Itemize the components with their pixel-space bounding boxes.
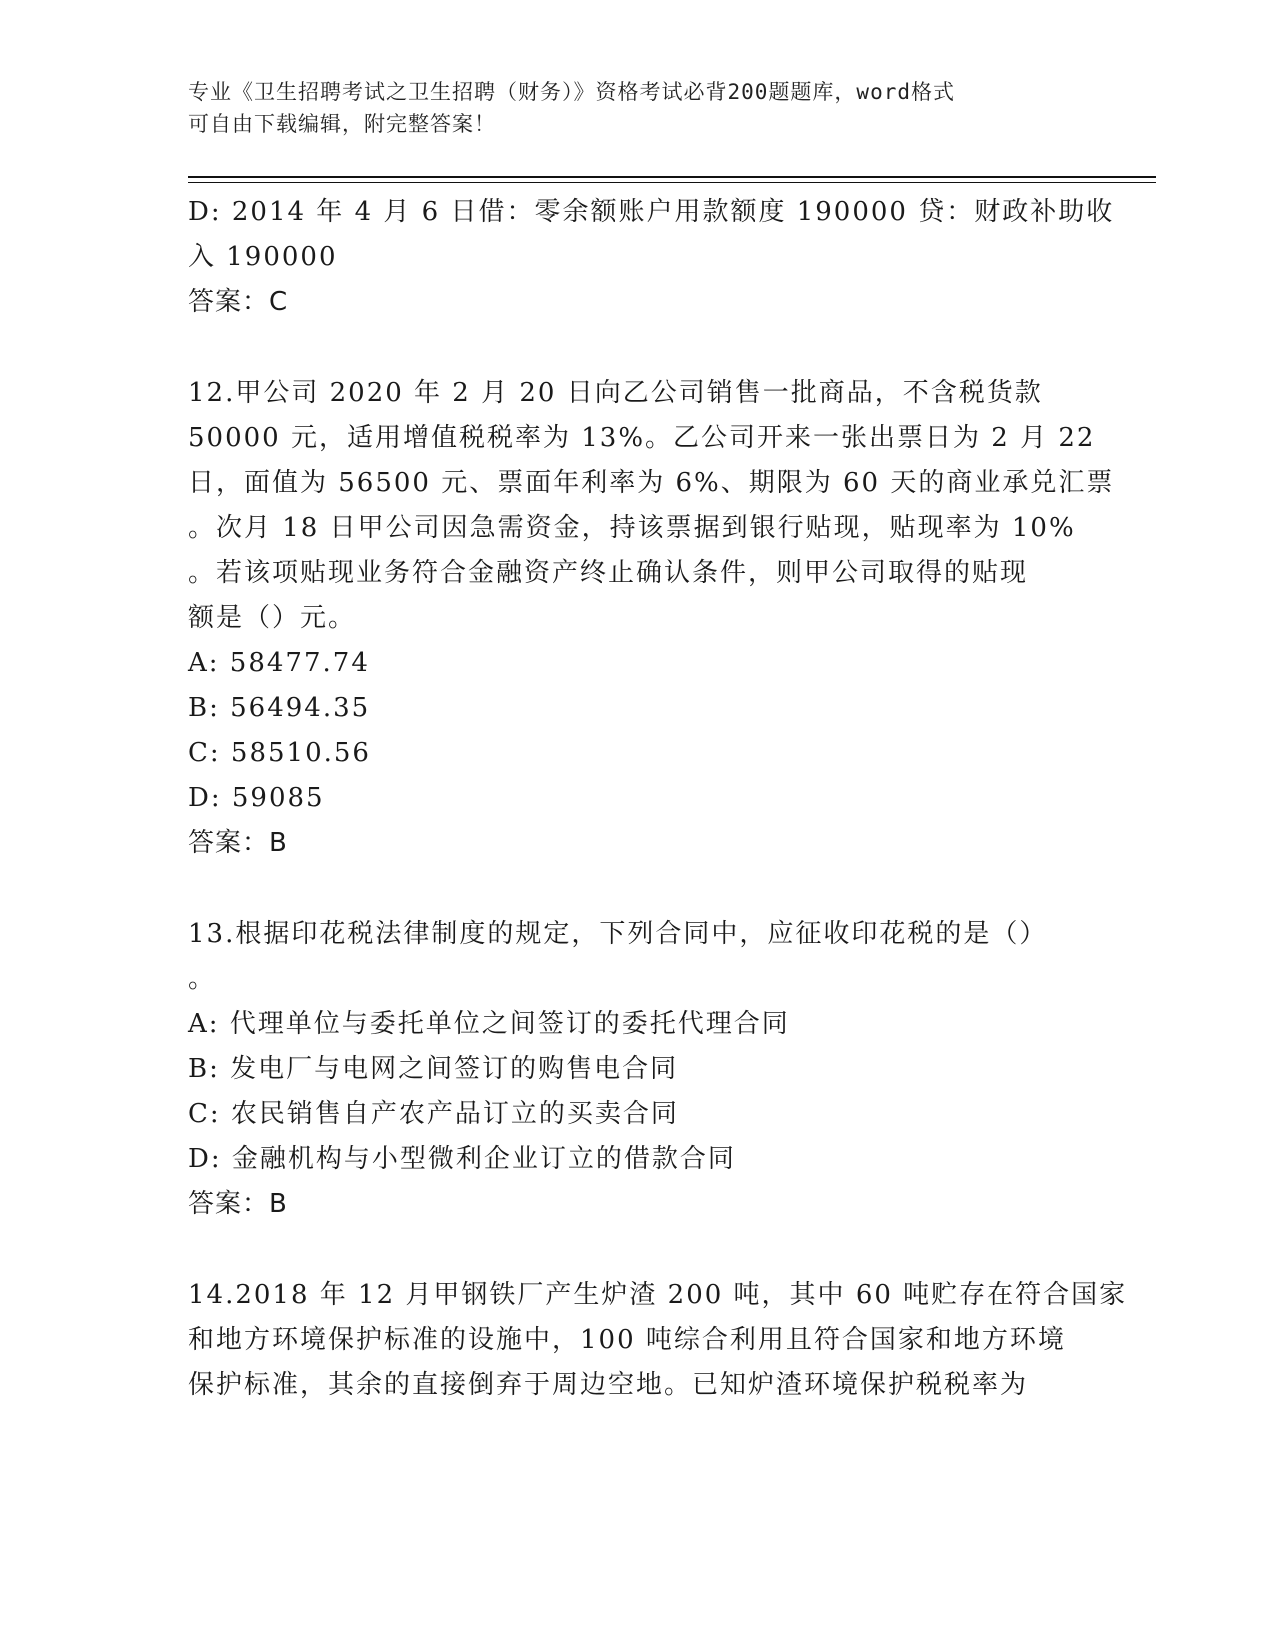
- option-a: A: 代理单位与委托单位之间签订的委托代理合同: [188, 1009, 790, 1039]
- question-stem-line: 。: [188, 964, 217, 994]
- question-stem-line: 。次月 18 日甲公司因急需资金，持该票据到银行贴现，贴现率为 10%: [188, 513, 1076, 543]
- header-title-line-2: 可自由下载编辑，附完整答案！: [188, 112, 496, 136]
- spacer: [188, 866, 1088, 912]
- question-stem-line: 14.2018 年 12 月甲钢铁厂产生炉渣 200 吨，其中 60 吨贮存在符合国家: [188, 1280, 1128, 1310]
- answer-label: 答案：C: [188, 287, 289, 317]
- option-d: D: 金融机构与小型微利企业订立的借款合同: [188, 1144, 736, 1174]
- question-stem-line: 。若该项贴现业务符合金融资产终止确认条件，则甲公司取得的贴现: [188, 558, 1029, 588]
- header-divider-thin: [188, 182, 1156, 183]
- question-stem-line: 50000 元，适用增值税税率为 13%。乙公司开来一张出票日为 2 月 22: [188, 423, 1096, 453]
- question-stem-line: 保护标准，其余的直接倒弃于周边空地。已知炉渣环境保护税税率为: [188, 1370, 1029, 1400]
- option-c: C: 58510.56: [188, 738, 371, 768]
- spacer: [188, 325, 1088, 371]
- question-stem-line: 12.甲公司 2020 年 2 月 20 日向乙公司销售一批商品，不含税货款: [188, 378, 1043, 408]
- question-13: [188, 912, 1088, 1227]
- header-title-line-1: 专业《卫生招聘考试之卫生招聘（财务）》资格考试必背200题题库，word格式: [188, 80, 955, 104]
- spacer: [188, 1227, 1088, 1273]
- option-d: D: 2014 年 4 月 6 日借：零余额账户用款额度 190000 贷：财政补助收: [188, 197, 1115, 227]
- question-stem-line: 日，面值为 56500 元、票面年利率为 6%、期限为 60 天的商业承兑汇票: [188, 468, 1115, 498]
- question-11-tail: [188, 190, 1115, 325]
- option-b: B: 发电厂与电网之间签订的购售电合同: [188, 1054, 679, 1084]
- answer-label: 答案：B: [188, 1189, 288, 1219]
- question-stem-line: 13.根据印花税法律制度的规定，下列合同中，应征收印花税的是（）: [188, 919, 1048, 949]
- option-a: A: 58477.74: [188, 648, 370, 678]
- answer-label: 答案：B: [188, 828, 288, 858]
- header-divider-thick: [188, 176, 1156, 178]
- question-12: [188, 371, 1115, 866]
- document-body: [188, 190, 1128, 1408]
- option-d: D: 59085: [188, 783, 325, 813]
- question-14: [188, 1273, 1128, 1408]
- page-header: [188, 76, 1078, 140]
- option-d-continued: 入 190000: [188, 242, 338, 272]
- question-stem-line: 和地方环境保护标准的设施中，100 吨综合利用且符合国家和地方环境: [188, 1325, 1066, 1355]
- option-b: B: 56494.35: [188, 693, 371, 723]
- question-stem-line: 额是（）元。: [188, 603, 357, 633]
- option-c: C: 农民销售自产农产品订立的买卖合同: [188, 1099, 679, 1129]
